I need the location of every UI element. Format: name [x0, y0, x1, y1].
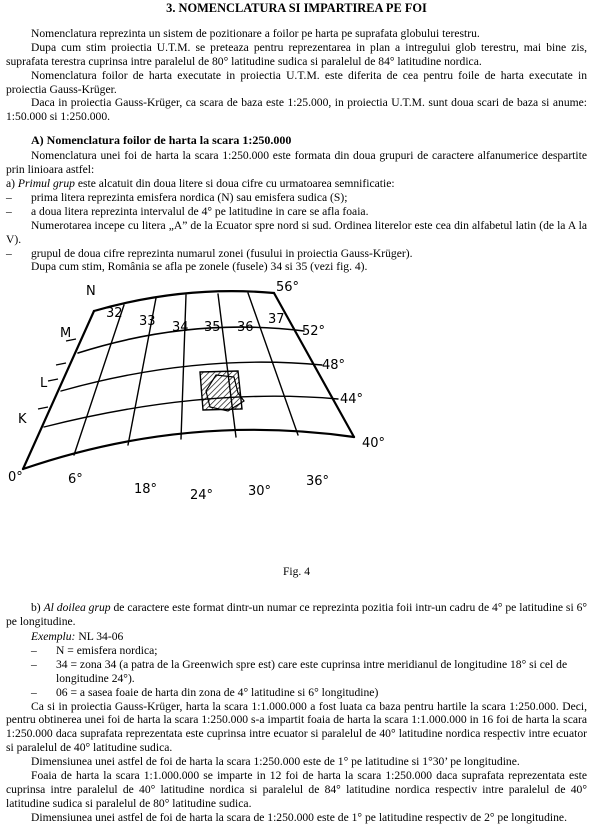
- latitude-arc-40: [23, 430, 354, 469]
- letter-label-k: K: [18, 412, 27, 428]
- utm-zone-map-figure: [6, 275, 587, 565]
- numbering-paragraph: Numerotarea incepe cu litera „A” de la Ecuator spre nord si sud. Ordinea literelor este cea din alfabetul latin (de la A la V).: [6, 218, 587, 246]
- lon-label-36: 36°: [306, 474, 330, 490]
- body-paragraph-1: Ca si in proiectia Gauss-Krüger, harta la scara 1:1.000.000 a fost luata ca baza pentru hartile la scara 1:250.000. Deci, pentru obtinerea unei foi de harta la scara 1:250.000 s-a impartit foaia de harta la scara 1:1.000.000 in 16 foi de harta la scara 1:250.000 daca suprafata reprezentata este cuprinsa intre ecuator si paralelul de 40° latitudine nordica respectiv intre ecuator si paralelul de 40° latitudine sudica.: [6, 699, 587, 755]
- lat-label-40: 40°: [362, 436, 386, 452]
- intro-paragraph-3: Nomenclatura foilor de harta executate in proiectia U.T.M. este diferita de cea pentru foile de harta executate in proiectia Gauss-Krüger.: [6, 68, 587, 96]
- letter-label-m: M: [60, 326, 72, 342]
- bullet-item: – prima litera reprezinta emisfera nordica (N) sau emisfera sudica (S);: [6, 190, 348, 204]
- zone-label-34: 34: [172, 320, 189, 336]
- meridian-line-0: [23, 311, 94, 469]
- page-title: 3. NOMENCLATURA SI IMPARTIREA PE FOI: [166, 1, 427, 15]
- example-item: – N = emisfera nordica;: [31, 643, 158, 657]
- bullet-item: – a doua litera reprezinta intervalul de 4° pe latitudine in care se afla foaia.: [6, 204, 369, 218]
- lon-label-18: 18°: [134, 482, 158, 498]
- figure-caption: Fig. 4: [282, 565, 311, 579]
- section-a-heading: A) Nomenclatura foilor de harta la scara 1:250.000: [31, 133, 292, 148]
- letter-label-l: L: [40, 376, 48, 392]
- bullet-item: – grupul de doua cifre reprezinta numarul zonei (fusului in proiectia Gauss-Krüger).: [6, 246, 413, 260]
- body-paragraph-2: Dimensiunea unei astfel de foi de harta la scara 1:250.000 este de 1° pe latitudine si 1°30’ pe longitudine.: [31, 755, 520, 769]
- meridian-line: [218, 294, 236, 437]
- zone-label-32: 32: [106, 306, 123, 322]
- zone-label-36: 36: [237, 320, 254, 336]
- intro-paragraph-4: Daca in proiectia Gauss-Krüger, ca scara de baza este 1:25.000, in proiectia U.T.M. sunt doua scari de baza si anume: 1:50.000 si 1:250.000.: [6, 96, 587, 124]
- lat-label-48: 48°: [322, 358, 346, 374]
- utm-zone-map: [6, 275, 587, 565]
- lon-label-0: 0°: [8, 470, 23, 486]
- section-a-intro: Nomenclatura unei foi de harta la scara 1:250.000 este formata din doua grupuri de caractere alfanumerice despartite prin linioara astfel:: [6, 149, 587, 177]
- meridian-line: [74, 305, 124, 455]
- letter-label-n: N: [86, 284, 96, 300]
- lat-label-52: 52°: [302, 324, 326, 340]
- intro-paragraph-2: Dupa cum stim proiectia U.T.M. se preteaza pentru reprezentarea in plan a intregului glob terestru, mai bine zis, suprafata terestra cuprinsa intre paralelul de 80° latitudine sudica si paralelul de 84° latitudine nordica.: [6, 40, 587, 68]
- lon-label-24: 24°: [190, 488, 214, 504]
- first-group-line: a) Primul grup este alcatuit din doua litere si doua cifre cu urmatoarea semnificatie:: [6, 176, 395, 190]
- lat-label-44: 44°: [340, 392, 364, 408]
- zone-label-37: 37: [268, 312, 285, 328]
- document-page: [6, 2, 587, 825]
- body-paragraph-4: Dimensiunea unei astfel de foi de harta la scara de 1:250.000 este de 1° pe latitudine respectiv de 2° pe longitudine.: [31, 810, 567, 824]
- lat-label-56: 56°: [276, 280, 300, 296]
- body-paragraph-3: Foaia de harta la scara 1:1.000.000 se imparte in 12 foi de harta la scara 1:250.000 daca suprafata reprezentata este cuprinsa intre paralelul de 40° latitudine nordica si paralelul de 84° latitudine nordica respectiv intre paralelul de 40° latitudine sudica si paralelul de 80° latitudine sudica.: [6, 769, 587, 810]
- lon-label-30: 30°: [248, 484, 272, 500]
- romania-sheet-hatch: [200, 371, 244, 411]
- zone-label-35: 35: [204, 320, 221, 336]
- romania-paragraph: Dupa cum stim, România se afla pe zonele (fusele) 34 si 35 (vezi fig. 4).: [31, 260, 368, 274]
- example-item: – 34 = zona 34 (a patra de la Greenwich spre est) care este cuprinsa intre meridianul de longitudine 18° si cel de longitudine 24°).: [31, 657, 568, 685]
- second-group-paragraph: b) Al doilea grup de caractere este format dintr-un numar ce reprezinta pozitia foii intr-un cadru de 4° pe latitudine si 6° pe longitudine.: [6, 601, 588, 629]
- intro-paragraph-1: Nomenclatura reprezinta un sistem de pozitionare a foilor pe harta pe suprafata globului terestru.: [31, 26, 480, 40]
- example-item: – 06 = a sasea foaie de harta din zona de 4° latitudine si 6° longitudine): [31, 685, 379, 699]
- example-line: Exemplu: NL 34-06: [31, 630, 124, 644]
- lon-label-6: 6°: [68, 472, 83, 488]
- zone-label-33: 33: [139, 314, 156, 330]
